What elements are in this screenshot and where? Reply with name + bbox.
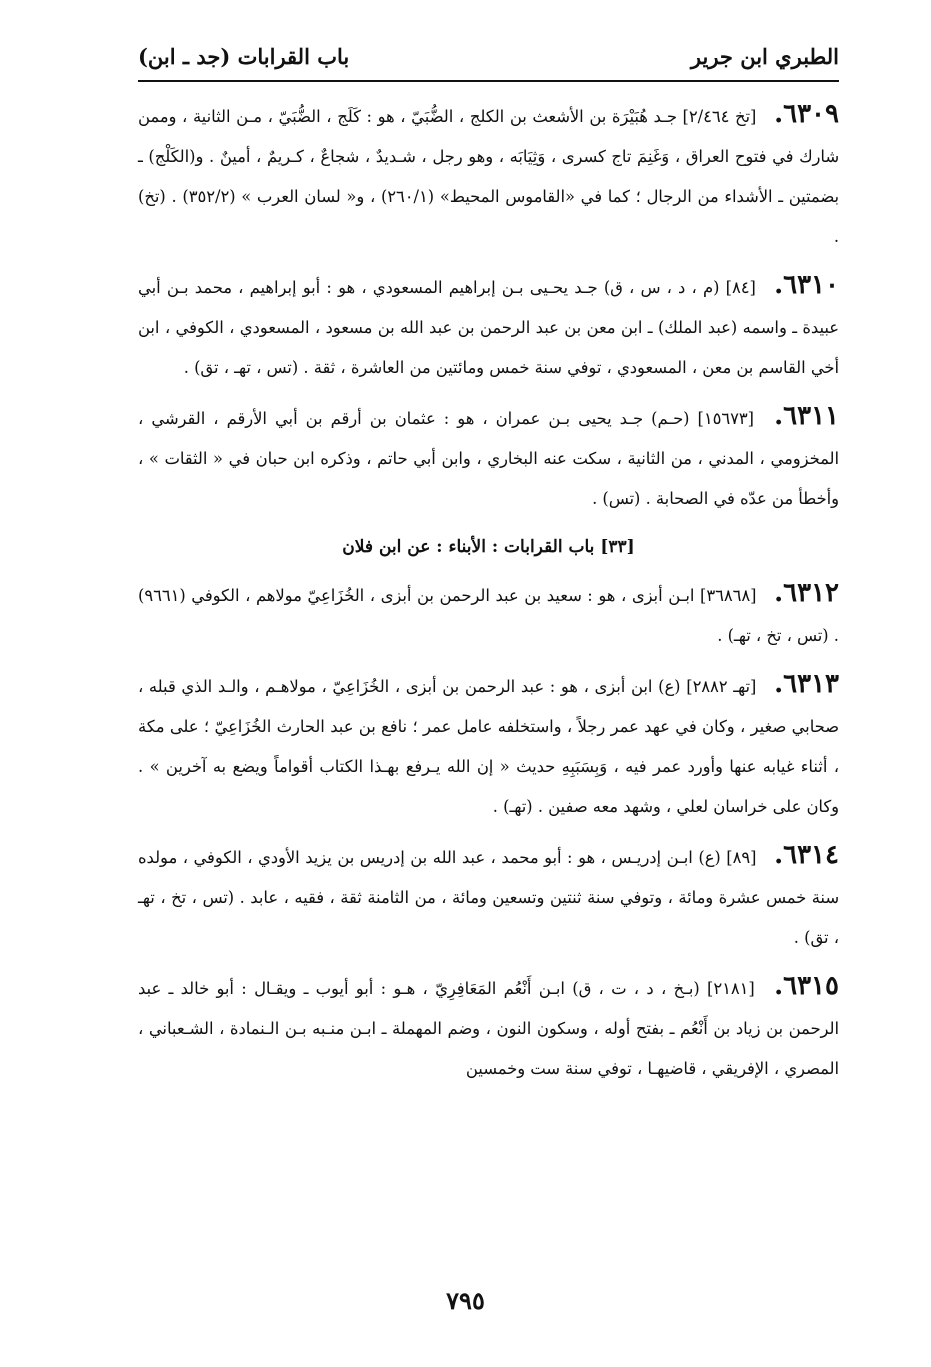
main-text xyxy=(138,94,839,1097)
entry-6309 xyxy=(138,94,839,257)
entry-6313 xyxy=(138,664,839,827)
entry-number: ٦٣١١. xyxy=(774,401,839,431)
page-number: ٧٩٥ xyxy=(446,1286,485,1315)
running-header xyxy=(138,36,839,76)
entry-6310 xyxy=(138,265,839,388)
entry-number: ٦٣٠٩. xyxy=(774,99,839,129)
entry-text: [٨٩] (ع) ابـن إدريـس ، هو : أبو محمد ، عبد الله بن إدريس بن يزيد الأودي ، الكوفي ، مولده سنة خمس عشرة ومائة ، وتوفي سنة ثنتين وتسعين ومائة ، من الثامنة ثقة ، فقيه ، عابد . (تس ، تخ ، تهـ ، تق) . xyxy=(138,848,839,947)
section-title: باب القرابات (جد ـ ابن) xyxy=(138,43,350,69)
entry-text: [٣٦٨٦٨] ابـن أبزى ، هو : سعيد بن عبد الرحمن بن أبزى ، الخُزَاعِيّ مولاهم ، الكوفي (٩٦٦١) . (تس ، تخ ، تهـ) . xyxy=(138,586,839,645)
entry-6315 xyxy=(138,966,839,1089)
entry-6311 xyxy=(138,396,839,519)
entry-6314 xyxy=(138,835,839,958)
entry-number: ٦٣١٥. xyxy=(774,971,839,1001)
entry-number: ٦٣١٤. xyxy=(774,840,839,870)
entry-text: [تخ ٢/٤٦٤] جـد هُبَيْرَة بن الأشعث بن الكلج ، الضُّبَيّ ، هو : كَلَج ، الضُّبَيّ ، مـن الثانية ، وممن شارك في فتوح العراق ، وَغَنِمَ تاج كسرى ، وَثِيَابَه ، وهو رجل ، شـديدٌ ، شجاعٌ ، كـريمٌ ، أمينٌ . و(الكَلْج) ـ بضمتين ـ الأشداء من الرجال ؛ كما في «القاموس المحيط» (٢٦٠/١) ، و« لسان العرب » (٣٥٢/٢) . (تخ) . xyxy=(138,107,839,246)
entry-6312 xyxy=(138,573,839,656)
entry-text: [٨٤] (م ، د ، س ، ق) جـد يحـيى بـن إبراهيم المسعودي ، هو : أبو إبراهيم ، محمد بـن أبي عبيدة ـ واسمه (عبد الملك) ـ ابن معن بن عبد الرحمن بن عبد الله بن مسعود ، المسعودي ، الكوفي ، ابن أخي القاسم بن معن ، المسعودي ، توفي سنة خمس ومائتين من العاشرة ، ثقة . (تس ، تهـ ، تق) . xyxy=(138,278,839,377)
entry-number: ٦٣١٣. xyxy=(774,669,839,699)
section-heading: [٣٣] باب القرابات : الأبناء : عن ابن فلان xyxy=(342,537,635,557)
entry-number: ٦٣١٢. xyxy=(774,578,839,608)
entry-text: [تهـ ٢٨٨٢] (ع) ابن أبزى ، هو : عبد الرحمن بن أبزى ، الخُزَاعِيّ ، مولاهـم ، والـد الذي قبله ، صحابي صغير ، وكان في عهد عمر رجلاً ، واستخلفه عامل عمر ؛ نافع بن عبد الحارث الخُزَاعِيّ ؛ على مكة ، أثناء غيابه عنها وأورد عمر فيه ، وَبِسَبَبِهِ حديث « إن الله يـرفع بهـذا الكتاب أقواماً ويضع به آخرين » . وكان على خراسان لعلي ، وشهد معه صفين . (تهـ) . xyxy=(138,677,839,816)
entry-text: [٢١٨١] (بـخ ، د ، ت ، ق) ابـن أَنْعُم المَعَافِرِيّ ، هـو : أبو أيوب ـ ويقـال : أبو خالد ـ عبد الرحمن بن زياد بن أَنْعُم ـ بفتح أوله ، وسكون النون ، وضم المهملة ـ ابـن منـبه بـن الـنمادة ، الشـعباني ، المصري ، الإفريقي ، قاضيهـا ، توفي سنة ست وخمسين xyxy=(138,979,839,1078)
book-title: الطبري ابن جرير xyxy=(690,43,839,69)
entry-text: [١٥٦٧٣] (حـم) جـد يحيى بـن عمران ، هو : عثمان بن أرقم بن أبي الأرقم ، القرشي ، المخزومي ، المدني ، من الثانية ، سكت عنه البخاري ، وابن أبي حاتم ، وذكره ابن حبان في « الثقات » ، وأخطأ من عدّه في الصحابة . (تس) . xyxy=(138,409,839,508)
header-rule xyxy=(138,80,839,82)
entry-number: ٦٣١٠. xyxy=(774,270,839,300)
